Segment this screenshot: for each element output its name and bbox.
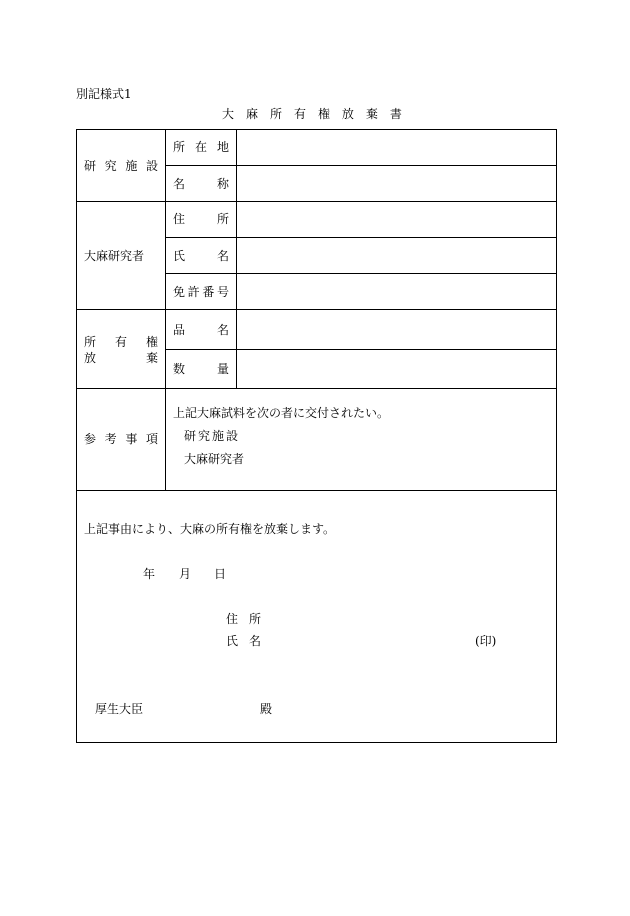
label-char: 放	[84, 351, 97, 365]
title-char: 大	[222, 107, 235, 121]
label-char: 免	[173, 285, 186, 299]
label-char: 号	[216, 285, 229, 299]
label-char: 研	[84, 159, 97, 173]
title-char: 放	[341, 107, 354, 121]
label-char: 住	[173, 212, 186, 226]
declaration-statement: 上記事由により、大麻の所有権を放棄します。	[84, 522, 336, 536]
label-char: 権	[145, 335, 158, 349]
table-border-left	[76, 129, 77, 743]
date-month: 月	[179, 567, 192, 581]
document-title	[222, 107, 402, 121]
row-divider	[165, 349, 557, 350]
honorific: 殿	[260, 702, 273, 716]
addressee: 厚生大臣	[95, 702, 144, 716]
label-char: 氏	[173, 249, 186, 263]
label-char: 考	[104, 432, 117, 446]
facility-section-label	[84, 159, 158, 173]
table-border-top	[76, 129, 557, 130]
form-number-label: 別記様式1	[76, 87, 132, 101]
label-char: 究	[104, 159, 117, 173]
date-year: 年	[143, 567, 156, 581]
section-divider	[76, 490, 557, 491]
label-char: 事	[125, 432, 138, 446]
title-char: 書	[389, 107, 402, 121]
signer-address-label	[226, 612, 261, 626]
label-char: 項	[145, 432, 158, 446]
label-char: 地	[216, 140, 229, 154]
item-name-label	[173, 323, 229, 337]
date-day: 日	[214, 567, 227, 581]
section-divider	[76, 309, 557, 310]
label-char: 棄	[145, 351, 158, 365]
label-char: 量	[216, 362, 229, 376]
title-char: 所	[269, 107, 282, 121]
title-char: 麻	[245, 107, 258, 121]
section-divider	[76, 388, 557, 389]
label-char: 在	[194, 140, 207, 154]
label-char: 品	[173, 323, 186, 337]
title-char: 権	[317, 107, 330, 121]
label-char: 氏	[226, 634, 239, 648]
researcher-section-label: 大麻研究者	[84, 249, 145, 263]
label-char: 名	[248, 634, 261, 648]
title-char: 有	[293, 107, 306, 121]
label-char: 名	[216, 249, 229, 263]
column-divider	[165, 129, 166, 491]
label-char: 参	[84, 432, 97, 446]
notes-line-2: 研究施設	[184, 429, 241, 443]
label-char: 設	[145, 159, 158, 173]
title-char: 棄	[365, 107, 378, 121]
researcher-name-label	[173, 249, 229, 263]
label-char: 所	[173, 140, 186, 154]
label-char: 名	[216, 323, 229, 337]
label-char: 所	[248, 612, 261, 626]
table-border-right	[556, 129, 557, 743]
quantity-label	[173, 362, 229, 376]
facility-name-label	[173, 177, 229, 191]
facility-location-label	[173, 140, 229, 154]
label-char: 住	[226, 612, 239, 626]
notes-section-label	[84, 432, 158, 446]
notes-line-3: 大麻研究者	[184, 452, 245, 466]
researcher-address-label	[173, 212, 229, 226]
relinquish-section-label-line1	[84, 335, 158, 349]
notes-line-1: 上記大麻試料を次の者に交付されたい。	[173, 406, 390, 420]
section-divider	[76, 201, 557, 202]
label-char: 数	[173, 362, 186, 376]
row-divider	[165, 165, 557, 166]
label-char: 番	[202, 285, 215, 299]
column-divider	[236, 129, 237, 389]
label-char: 施	[125, 159, 138, 173]
label-char: 名	[173, 177, 186, 191]
signer-name-label	[226, 634, 261, 648]
row-divider	[165, 273, 557, 274]
license-number-label	[173, 285, 229, 299]
relinquish-section-label-line2	[84, 351, 158, 365]
label-char: 所	[84, 335, 97, 349]
seal-mark: (印)	[475, 634, 497, 648]
label-char: 称	[216, 177, 229, 191]
label-char: 有	[114, 335, 127, 349]
table-border-bottom	[76, 742, 557, 743]
label-char: 許	[187, 285, 200, 299]
row-divider	[165, 237, 557, 238]
label-char: 所	[216, 212, 229, 226]
